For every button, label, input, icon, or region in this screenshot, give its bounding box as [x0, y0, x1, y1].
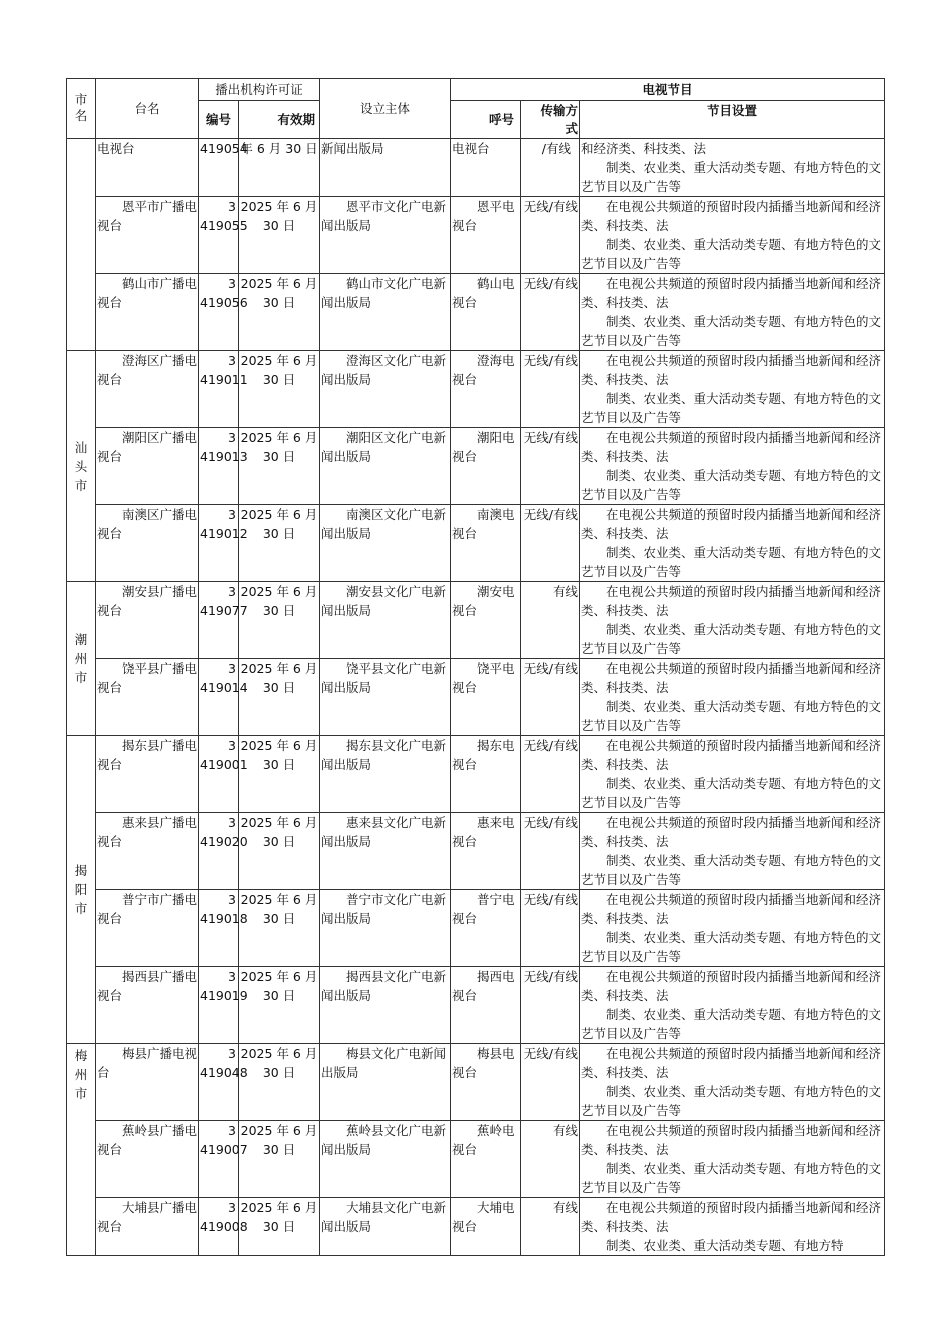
table-row [67, 139, 885, 197]
call-sign: 揭西电视台 [451, 967, 521, 1044]
call-sign: 潮安电视台 [451, 582, 521, 659]
station-name: 电视台 [96, 139, 199, 197]
sponsor: 南澳区文化广电新闻出版局 [320, 505, 451, 582]
station-name: 恩平市广播电视台 [96, 197, 199, 274]
transmission: 无线/有线 [521, 274, 580, 351]
program-setting: 在电视公共频道的预留时段内插播当地新闻和经济类、科技类、法 制类、农业类、重大活动类专题、有地方特色的文艺节目以及广告等 [580, 736, 885, 813]
license-expiry: 2025 年 6 月 30 日 [239, 1044, 320, 1121]
sponsor: 揭西县文化广电新闻出版局 [320, 967, 451, 1044]
sponsor: 揭东县文化广电新闻出版局 [320, 736, 451, 813]
station-name: 揭东县广播电视台 [96, 736, 199, 813]
header-tv-group: 电视节目 [451, 79, 885, 101]
sponsor: 饶平县文化广电新闻出版局 [320, 659, 451, 736]
call-sign: 普宁电视台 [451, 890, 521, 967]
call-sign: 梅县电视台 [451, 1044, 521, 1121]
license-expiry: 2025 年 6 月 30 日 [239, 197, 320, 274]
license-no: 3 419048 [199, 1044, 239, 1121]
station-name: 揭西县广播电视台 [96, 967, 199, 1044]
header-transmission: 传输方式 [521, 101, 580, 139]
transmission: 无线/有线 [521, 659, 580, 736]
table-row [67, 351, 885, 428]
header-license-group: 播出机构许可证 [199, 79, 320, 101]
station-name: 惠来县广播电视台 [96, 813, 199, 890]
license-no: 3 419014 [199, 659, 239, 736]
transmission: 无线/有线 [521, 197, 580, 274]
transmission: 无线/有线 [521, 890, 580, 967]
license-no: 3 419011 [199, 351, 239, 428]
header-call-sign: 呼号 [451, 101, 521, 139]
station-name: 蕉岭县广播电视台 [96, 1121, 199, 1198]
header-sponsor: 设立主体 [320, 79, 451, 139]
sponsor: 恩平市文化广电新闻出版局 [320, 197, 451, 274]
station-name: 饶平县广播电视台 [96, 659, 199, 736]
table-row [67, 1044, 885, 1121]
call-sign: 蕉岭电视台 [451, 1121, 521, 1198]
call-sign: 饶平电视台 [451, 659, 521, 736]
call-sign: 大埔电视台 [451, 1198, 521, 1256]
program-setting: 在电视公共频道的预留时段内插播当地新闻和经济类、科技类、法 制类、农业类、重大活动类专题、有地方特色的文艺节目以及广告等 [580, 813, 885, 890]
sponsor: 蕉岭县文化广电新闻出版局 [320, 1121, 451, 1198]
city-cell-meizhou: 梅州市 [67, 1044, 96, 1256]
license-expiry: 2025 年 6 月 30 日 [239, 274, 320, 351]
sponsor: 梅县文化广电新闻出版局 [320, 1044, 451, 1121]
station-name: 潮阳区广播电视台 [96, 428, 199, 505]
program-setting: 在电视公共频道的预留时段内插播当地新闻和经济类、科技类、法 制类、农业类、重大活动类专题、有地方特 [580, 1198, 885, 1256]
transmission: 无线/有线 [521, 736, 580, 813]
license-expiry: 2025 年 6 月 30 日 [239, 1121, 320, 1198]
program-setting: 在电视公共频道的预留时段内插播当地新闻和经济类、科技类、法 制类、农业类、重大活动类专题、有地方特色的文艺节目以及广告等 [580, 1044, 885, 1121]
program-setting: 在电视公共频道的预留时段内插播当地新闻和经济类、科技类、法 制类、农业类、重大活动类专题、有地方特色的文艺节目以及广告等 [580, 890, 885, 967]
sponsor: 澄海区文化广电新闻出版局 [320, 351, 451, 428]
license-no: 3 419012 [199, 505, 239, 582]
license-no: 3 419055 [199, 197, 239, 274]
program-setting: 在电视公共频道的预留时段内插播当地新闻和经济类、科技类、法 制类、农业类、重大活动类专题、有地方特色的文艺节目以及广告等 [580, 428, 885, 505]
sponsor: 普宁市文化广电新闻出版局 [320, 890, 451, 967]
table-row [67, 197, 885, 274]
call-sign: 潮阳电视台 [451, 428, 521, 505]
transmission: /有线 [521, 139, 580, 197]
program-setting: 在电视公共频道的预留时段内插播当地新闻和经济类、科技类、法 制类、农业类、重大活动类专题、有地方特色的文艺节目以及广告等 [580, 582, 885, 659]
station-name: 潮安县广播电视台 [96, 582, 199, 659]
sponsor: 潮阳区文化广电新闻出版局 [320, 428, 451, 505]
table-row [67, 582, 885, 659]
program-setting: 在电视公共频道的预留时段内插播当地新闻和经济类、科技类、法 制类、农业类、重大活动类专题、有地方特色的文艺节目以及广告等 [580, 197, 885, 274]
transmission: 有线 [521, 1198, 580, 1256]
call-sign: 惠来电视台 [451, 813, 521, 890]
table-row [67, 967, 885, 1044]
license-expiry: 2025 年 6 月 30 日 [239, 428, 320, 505]
sponsor: 鹤山市文化广电新闻出版局 [320, 274, 451, 351]
station-name: 普宁市广播电视台 [96, 890, 199, 967]
table-row [67, 813, 885, 890]
license-expiry: 年 6 月 30 日 [239, 139, 320, 197]
license-no: 419054 [199, 139, 239, 197]
license-no: 3 419018 [199, 890, 239, 967]
transmission: 无线/有线 [521, 1044, 580, 1121]
station-name: 鹤山市广播电视台 [96, 274, 199, 351]
program-setting: 在电视公共频道的预留时段内插播当地新闻和经济类、科技类、法 制类、农业类、重大活动类专题、有地方特色的文艺节目以及广告等 [580, 659, 885, 736]
transmission: 无线/有线 [521, 351, 580, 428]
license-no: 3 419007 [199, 1121, 239, 1198]
license-expiry: 2025 年 6 月 30 日 [239, 967, 320, 1044]
transmission: 有线 [521, 1121, 580, 1198]
station-name: 梅县广播电视台 [96, 1044, 199, 1121]
table-row [67, 1198, 885, 1256]
license-no: 3 419013 [199, 428, 239, 505]
transmission: 无线/有线 [521, 428, 580, 505]
header-license-expiry: 有效期 [239, 101, 320, 139]
program-setting: 在电视公共频道的预留时段内插播当地新闻和经济类、科技类、法 制类、农业类、重大活动类专题、有地方特色的文艺节目以及广告等 [580, 274, 885, 351]
table-row [67, 505, 885, 582]
city-cell-chaozhou: 潮州市 [67, 582, 96, 736]
header-city: 市名 [67, 79, 96, 139]
sponsor: 新闻出版局 [320, 139, 451, 197]
sponsor: 惠来县文化广电新闻出版局 [320, 813, 451, 890]
license-expiry: 2025 年 6 月 30 日 [239, 582, 320, 659]
license-no: 3 419020 [199, 813, 239, 890]
transmission: 无线/有线 [521, 813, 580, 890]
license-no: 3 419077 [199, 582, 239, 659]
call-sign: 澄海电视台 [451, 351, 521, 428]
program-setting: 在电视公共频道的预留时段内插播当地新闻和经济类、科技类、法 制类、农业类、重大活动类专题、有地方特色的文艺节目以及广告等 [580, 1121, 885, 1198]
tv-station-table [66, 78, 885, 1256]
license-expiry: 2025 年 6 月 30 日 [239, 813, 320, 890]
license-expiry: 2025 年 6 月 30 日 [239, 736, 320, 813]
table-row [67, 890, 885, 967]
call-sign: 恩平电视台 [451, 197, 521, 274]
city-cell-shantou: 汕头市 [67, 351, 96, 582]
license-expiry: 2025 年 6 月 30 日 [239, 1198, 320, 1256]
transmission: 无线/有线 [521, 505, 580, 582]
header-program-setting: 节目设置 [580, 101, 885, 139]
program-setting: 在电视公共频道的预留时段内插播当地新闻和经济类、科技类、法 制类、农业类、重大活动类专题、有地方特色的文艺节目以及广告等 [580, 351, 885, 428]
header-station-name: 台名 [96, 79, 199, 139]
sponsor: 大埔县文化广电新闻出版局 [320, 1198, 451, 1256]
call-sign: 电视台 [451, 139, 521, 197]
call-sign: 揭东电视台 [451, 736, 521, 813]
table-row [67, 274, 885, 351]
license-expiry: 2025 年 6 月 30 日 [239, 505, 320, 582]
program-setting: 和经济类、科技类、法 制类、农业类、重大活动类专题、有地方特色的文艺节目以及广告等 [580, 139, 885, 197]
table-row [67, 659, 885, 736]
header-license-no: 编号 [199, 101, 239, 139]
city-cell-jieyang: 揭阳市 [67, 736, 96, 1044]
license-no: 3 419019 [199, 967, 239, 1044]
license-no: 3 419056 [199, 274, 239, 351]
table-row [67, 428, 885, 505]
table-row [67, 1121, 885, 1198]
call-sign: 南澳电视台 [451, 505, 521, 582]
station-name: 澄海区广播电视台 [96, 351, 199, 428]
license-expiry: 2025 年 6 月 30 日 [239, 890, 320, 967]
license-no: 3 419001 [199, 736, 239, 813]
program-setting: 在电视公共频道的预留时段内插播当地新闻和经济类、科技类、法 制类、农业类、重大活动类专题、有地方特色的文艺节目以及广告等 [580, 505, 885, 582]
transmission: 无线/有线 [521, 967, 580, 1044]
call-sign: 鹤山电视台 [451, 274, 521, 351]
license-no: 3 419008 [199, 1198, 239, 1256]
program-setting: 在电视公共频道的预留时段内插播当地新闻和经济类、科技类、法 制类、农业类、重大活动类专题、有地方特色的文艺节目以及广告等 [580, 967, 885, 1044]
station-name: 大埔县广播电视台 [96, 1198, 199, 1256]
sponsor: 潮安县文化广电新闻出版局 [320, 582, 451, 659]
license-expiry: 2025 年 6 月 30 日 [239, 351, 320, 428]
city-cell-first [67, 139, 96, 351]
transmission: 有线 [521, 582, 580, 659]
station-name: 南澳区广播电视台 [96, 505, 199, 582]
table-row [67, 736, 885, 813]
license-expiry: 2025 年 6 月 30 日 [239, 659, 320, 736]
